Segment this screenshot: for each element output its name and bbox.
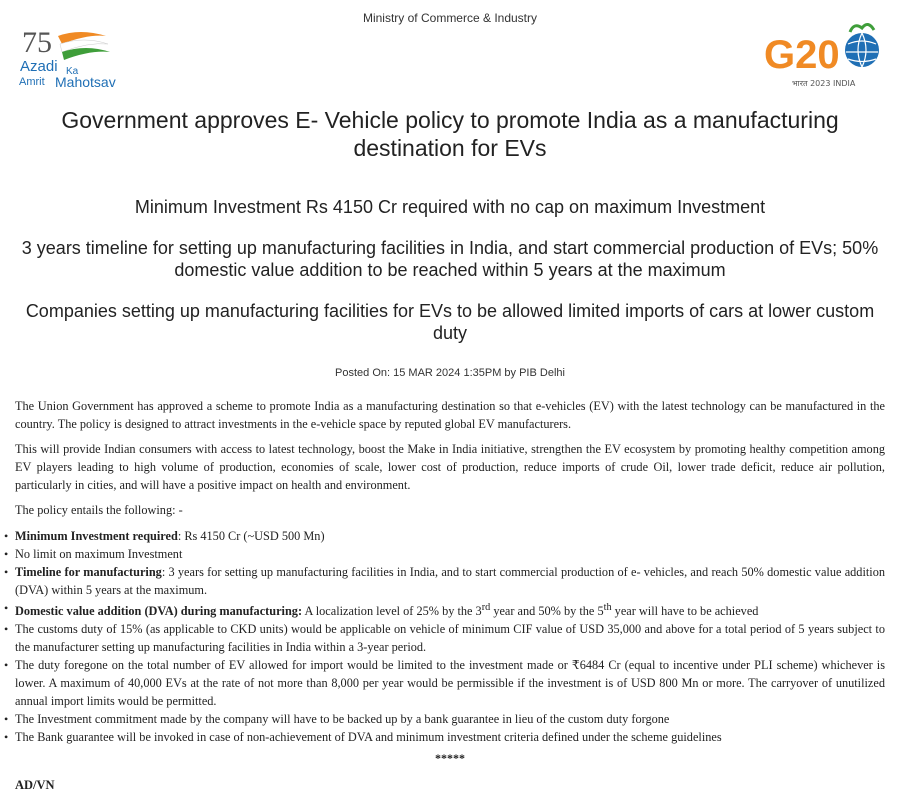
subheading-timeline: 3 years timeline for setting up manufacturing facilities in India, and start commercial production of EVs; 50% domestic value addition to be reached within 5 years at the maximum [21, 238, 879, 280]
point-text: : Rs 4150 Cr (~USD 500 Mn) [177, 529, 325, 543]
g20-india-logo [762, 20, 884, 92]
list-item [15, 620, 885, 656]
body-paragraph-2: This will provide Indian consumers with access to latest technology, boost the Make in India initiative, strengthen the EV ecosystem by promoting healthy competition among EV players leading to high volume of production, economies of scale, lower cost of production, reduce imports of crude Oil, lower trade deficit, reduce air pollution, particularly in cities, and will have a positive impact on health and environment. [15, 442, 885, 492]
point-label: Domestic value addition (DVA) during manufacturing: [15, 604, 303, 619]
point-text: year and 50% by the 5 [490, 604, 604, 619]
point-text: : 3 years for setting up manufacturing facilities in India, and to start commercial production of e- vehicles, and reach 50% domestic value addition (DVA) within 5 years at the maximum. [15, 565, 886, 597]
headline: Government approves E- Vehicle policy to promote India as a manufacturing destination for EVs [61, 107, 839, 161]
point-label: Timeline for manufacturing [15, 565, 162, 579]
point-text: The Investment commitment made by the company will have to be backed up by a bank guarantee in lieu of the custom duty forgone [15, 712, 670, 727]
logo-75-numeral: 75 [22, 26, 52, 59]
subheading-imports: Companies setting up manufacturing facilities for EVs to be allowed limited imports of cars at lower custom duty [25, 301, 875, 343]
point-text: A localization level of 25% by the 3 [302, 604, 482, 619]
ordinal-suffix: rd [481, 602, 491, 613]
policy-points-list [15, 527, 885, 746]
logo-ka-text: Ka [66, 66, 79, 77]
ordinal-suffix: th [603, 602, 612, 613]
list-item [15, 710, 885, 728]
body-paragraph-3: The policy entails the following: - [15, 503, 183, 517]
g20-mark: G20 [764, 33, 840, 77]
point-text: No limit on maximum Investment [15, 547, 183, 561]
list-item [15, 728, 885, 746]
body-paragraph-1: The Union Government has approved a scheme to promote India as a manufacturing destination so that e-vehicles (EV) with the latest technology can be manufactured in the country. The policy is designed to attract investments in the e-vehicle space by reputed global EV manufacturers. [15, 399, 885, 431]
list-item [15, 599, 885, 620]
logo-azadi-text: Azadi [20, 58, 58, 75]
ministry-name: Ministry of Commerce & Industry [362, 11, 538, 25]
g20-tagline: भारत 2023 INDIA [792, 79, 856, 88]
signature-initials: AD/VN [15, 778, 55, 792]
posted-on-line: Posted On: 15 MAR 2024 1:35PM by PIB Delhi [335, 367, 565, 379]
point-text: The duty foregone on the total number of EV allowed for import would be limited to the investment made or ₹6484 Cr (equal to incentive under PLI scheme) whichever is lower. A maximum of 40,000 EVs at the rate of not more than 8,000 per year would be permissible if the investment is of USD 800 Mn or more. The carryover of unutilized annual import limits would be permitted. [15, 658, 885, 709]
list-item [15, 527, 885, 545]
point-text: The Bank guarantee will be invoked in case of non-achievement of DVA and minimum investment criteria defined under the scheme guidelines [15, 730, 722, 745]
list-item [15, 563, 885, 599]
logo-amrit-text: Amrit [19, 76, 45, 88]
logo-mahotsav-text: Mahotsav [55, 74, 116, 90]
point-text: The customs duty of 15% (as applicable to CKD units) would be applicable on vehicle of minimum CIF value of USD 35,000 and above for a total period of 5 years subject to the manufacturer setting up manufacturing facilities in India within a 3-year period. [15, 622, 885, 655]
list-item [15, 656, 885, 710]
azadi-ka-amrit-mahotsav-logo [18, 24, 138, 92]
point-text: year will have to be achieved [611, 604, 759, 619]
subheading-investment: Minimum Investment Rs 4150 Cr required with no cap on maximum Investment [134, 197, 766, 217]
end-stars-separator: ***** [435, 751, 465, 765]
point-label: Minimum Investment required [15, 529, 178, 543]
list-item [15, 545, 885, 563]
